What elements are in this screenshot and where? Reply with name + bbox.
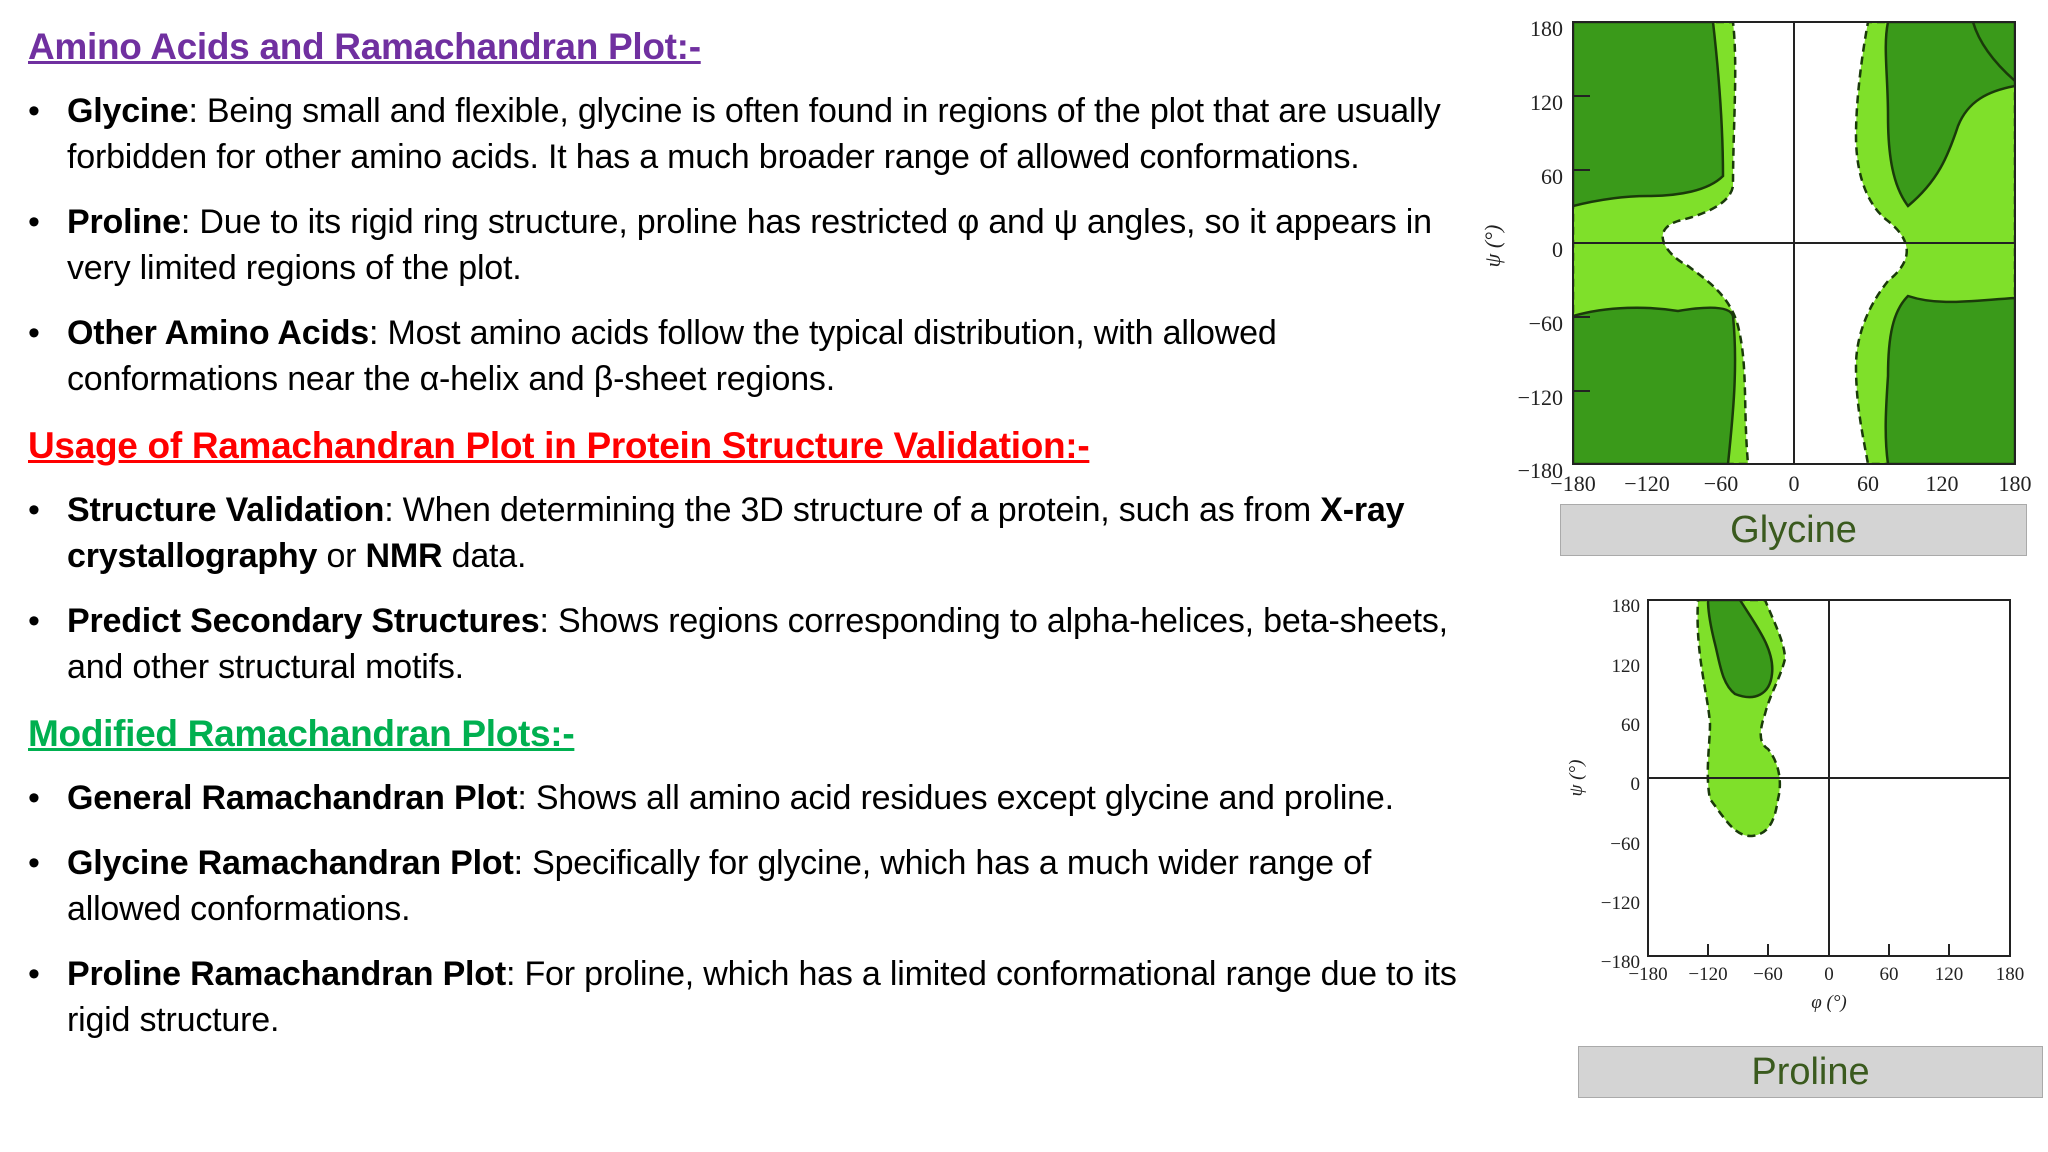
proline-xtick: −180	[1628, 964, 1668, 985]
description-mid: or	[317, 537, 366, 575]
term: Predict Secondary Structures	[67, 602, 540, 640]
glycine-xtick: 180	[1998, 471, 2032, 496]
text-column	[28, 22, 1458, 1062]
bullet-list	[28, 487, 1458, 690]
glycine-dark-region-top-left	[1573, 22, 1723, 206]
section-amino-acids	[28, 22, 1458, 402]
glycine-xtick: 0	[1788, 471, 1800, 496]
proline-xtick: −60	[1753, 964, 1783, 985]
heading-modified: Modified Ramachandran Plots:-	[28, 713, 575, 754]
term: Proline Ramachandran Plot	[67, 955, 506, 993]
list-item	[28, 88, 1458, 180]
glycine-xtick: 60	[1857, 471, 1879, 496]
proline-x-axis-label: φ (°)	[1811, 992, 1847, 1013]
glycine-plot	[1468, 6, 2048, 506]
list-item	[28, 775, 1458, 821]
glycine-xtick: −180	[1550, 471, 1596, 496]
heading-amino-acids: Amino Acids and Ramachandran Plot:-	[28, 26, 701, 67]
list-item	[28, 310, 1458, 402]
list-item	[28, 951, 1458, 1043]
glycine-ytick: −60	[1528, 311, 1563, 336]
description: : Most amino acids follow the typical distribution, with allowed conformations near the α-helix and β-sheet regions.	[67, 314, 1277, 398]
description: : For proline, which has a limited conformational range due to its rigid structure.	[67, 955, 1457, 1039]
proline-xtick: −120	[1688, 964, 1728, 985]
proline-plot	[1560, 584, 2025, 1024]
glycine-dark-region-bottom-right	[1886, 296, 2015, 464]
list-item	[28, 840, 1458, 932]
term: General Ramachandran Plot	[67, 779, 518, 817]
term: Other Amino Acids	[67, 314, 370, 352]
list-item	[28, 199, 1458, 291]
proline-caption: Proline	[1578, 1046, 2043, 1098]
description: : Specifically for glycine, which has a much wider range of allowed conformations.	[67, 844, 1372, 928]
glycine-xtick: 120	[1925, 471, 1959, 496]
proline-ytick: −120	[1600, 893, 1640, 914]
term: Glycine	[67, 92, 189, 130]
glycine-ytick: 60	[1541, 164, 1563, 189]
proline-ytick: −60	[1610, 834, 1640, 855]
term-xray: X-ray crystallography	[67, 491, 1405, 575]
proline-ytick: 180	[1611, 596, 1640, 617]
description: : Shows regions corresponding to alpha-helices, beta-sheets, and other structural motifs.	[67, 602, 1448, 686]
proline-ytick: 60	[1621, 715, 1640, 736]
description: : Being small and flexible, glycine is often found in regions of the plot that are usually forbidden for other amino acids. It has a much broader range of allowed conformations.	[67, 92, 1441, 176]
proline-xtick: 120	[1934, 964, 1964, 985]
description: : When determining the 3D structure of a protein, such as from	[384, 491, 1321, 529]
glycine-xtick: −120	[1624, 471, 1670, 496]
bullet-list	[28, 88, 1458, 402]
term: Structure Validation	[67, 491, 385, 529]
proline-ytick: −180	[1600, 952, 1640, 973]
proline-xtick: 0	[1824, 964, 1834, 985]
term: Proline	[67, 203, 181, 241]
glycine-ytick: 0	[1552, 237, 1563, 262]
glycine-y-ticks	[1518, 16, 1563, 483]
section-usage	[28, 421, 1458, 690]
proline-x-ticks	[1628, 964, 2024, 985]
glycine-ytick: −120	[1517, 385, 1563, 410]
bullet-list	[28, 775, 1458, 1043]
proline-y-ticks	[1601, 596, 1640, 973]
glycine-ytick: 120	[1530, 90, 1563, 115]
proline-plot-svg	[1560, 584, 2025, 1024]
list-item	[28, 598, 1458, 690]
term-nmr: NMR	[365, 537, 443, 575]
glycine-xtick: −60	[1703, 471, 1739, 496]
list-item	[28, 487, 1458, 579]
glycine-dark-region-bottom-left	[1573, 308, 1735, 464]
proline-xtick: 180	[1995, 964, 2025, 985]
glycine-ytick: 180	[1530, 16, 1563, 41]
description: : Due to its rigid ring structure, proline has restricted φ and ψ angles, so it appears in very limited regions of the plot.	[67, 203, 1432, 287]
description: : Shows all amino acid residues except glycine and proline.	[517, 779, 1394, 817]
glycine-caption: Glycine	[1560, 504, 2027, 556]
glycine-ytick: −180	[1517, 458, 1563, 483]
proline-ytick: 0	[1630, 774, 1640, 795]
proline-ytick: 120	[1611, 656, 1640, 677]
proline-y-axis-label: ψ (°)	[1566, 759, 1587, 797]
heading-usage: Usage of Ramachandran Plot in Protein Structure Validation:-	[28, 425, 1090, 466]
proline-xtick: 60	[1879, 964, 1899, 985]
description-tail: data.	[442, 537, 527, 575]
glycine-x-ticks	[1550, 471, 2031, 496]
glycine-plot-svg	[1468, 6, 2048, 506]
term: Glycine Ramachandran Plot	[67, 844, 514, 882]
glycine-y-axis-label: ψ (°)	[1480, 224, 1505, 268]
section-modified	[28, 709, 1458, 1043]
